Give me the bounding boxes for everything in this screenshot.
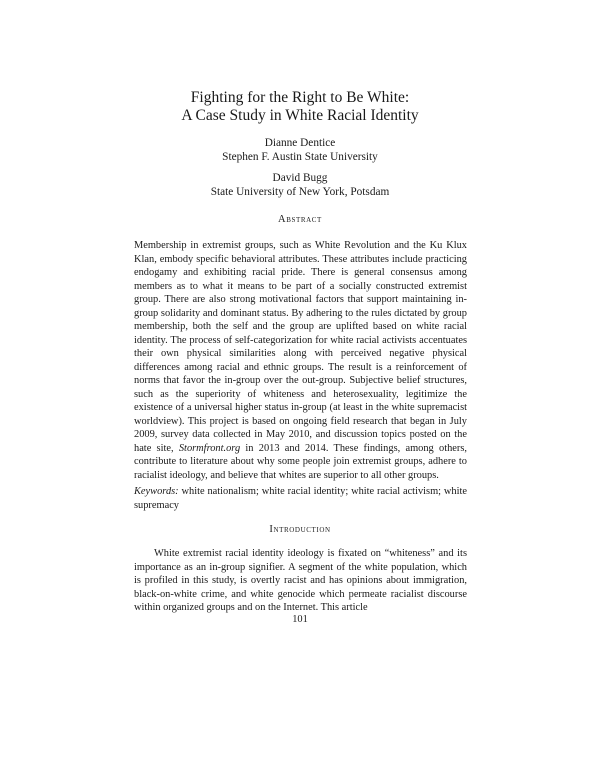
introduction-text: White extremist racial identity ideology is fixated on “whiteness” and its importance as an in-group signifier. A segment of the white population, which is profiled in this study, is overtly racist and has opinions about immigration, black-on-white crime, and white genocide which permeate racialist discourse within organized groups and on the Internet. This article: [134, 548, 467, 613]
abstract-text-part: Membership in extremist groups, such as White Revolution and the Ku Klux Klan, embody specific behavioral attributes. These attributes include practicing endogamy and exhibiting racial pride. There is general consensus among members as to what it means to be part of a socially constructed extremist group. There are also strong motivational factors that support maintaining in-group solidarity and dominant status. By adhering to the rules dictated by group membership, both the self and the group are uplifted based on white racial identity. The process of self-categorization for white racial activists accentuates their own physical similarities along with perceived negative physical differences among racial and ethnic groups. The result is a reinforcement of norms that favor the in-group over the out-group. Subjective belief structures, such as the superiority of whiteness and heterosexuality, legitimize the existence of a universal higher status in-group (at least in the white supremacist worldview). This project is based on ongoing field research that began in July 2009, survey data collected in May 2010, and discussion topics posted on the hate site,: [134, 240, 467, 454]
page-number: 101: [292, 614, 308, 625]
keywords: [134, 485, 467, 512]
keywords-label: Keywords:: [134, 486, 179, 497]
abstract-text-part: in 2013 and 2014. These findings, among others, contribute to literature about why some people join extremist groups, adhere to racialist ideology, and believe that whites are superior to all other groups.: [134, 442, 467, 481]
author-name: David Bugg: [272, 172, 328, 184]
author-name: Dianne Dentice: [264, 137, 336, 149]
abstract-text: [134, 239, 467, 482]
abstract-heading: Abstract: [278, 214, 322, 225]
paper-title-line-2: A Case Study in White Racial Identity: [181, 107, 419, 124]
site-name: Stormfront.org: [178, 442, 241, 454]
author-affiliation: Stephen F. Austin State University: [222, 151, 378, 163]
keywords-text: white nationalism; white racial identity; white racial activism; white supremacy: [134, 486, 467, 511]
introduction-heading: Introduction: [269, 524, 331, 535]
author-affiliation: State University of New York, Potsdam: [210, 186, 390, 198]
paper-title-line-1: Fighting for the Right to Be White:: [190, 89, 410, 106]
